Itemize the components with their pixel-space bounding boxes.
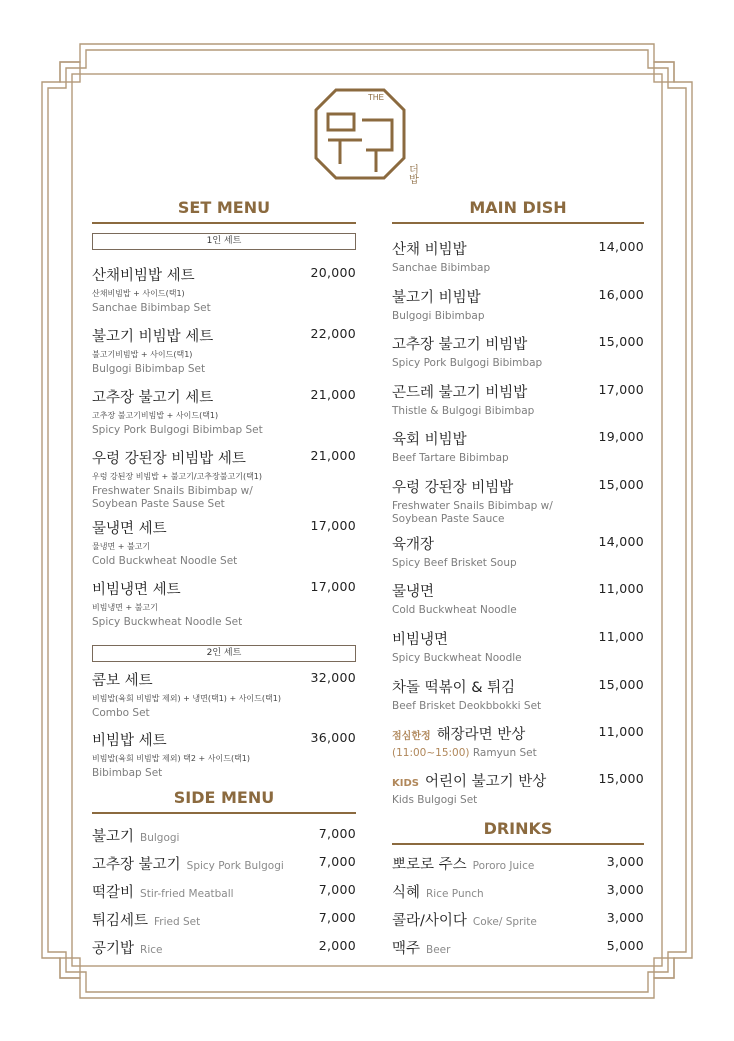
item-name: 산채비빔밥 세트 bbox=[92, 268, 195, 284]
item-name: 비빔냉면 bbox=[392, 632, 449, 648]
set-menu-item bbox=[92, 669, 356, 720]
item-english: Bulgogi bbox=[140, 832, 180, 844]
item-price: 17,000 bbox=[310, 579, 356, 594]
main-dish-item bbox=[392, 476, 644, 525]
item-name: 튀김세트 bbox=[92, 913, 149, 929]
item-name: 고추장 불고기 비빔밥 bbox=[392, 337, 528, 353]
item-name: 불고기 bbox=[92, 829, 135, 845]
set-menu-heading: SET MENU bbox=[92, 198, 356, 224]
set-menu-item bbox=[92, 325, 356, 376]
item-price: 7,000 bbox=[318, 910, 356, 925]
item-english: Fried Set bbox=[154, 916, 201, 928]
item-name: 비빔냉면 세트 bbox=[92, 582, 181, 598]
side-menu-heading: SIDE MENU bbox=[92, 788, 356, 814]
main-dish-item bbox=[392, 676, 644, 713]
item-price: 11,000 bbox=[598, 629, 644, 644]
item-name: 맥주 bbox=[392, 941, 421, 957]
main-dish-item bbox=[392, 628, 644, 665]
item-price: 16,000 bbox=[598, 287, 644, 302]
item-name: 불고기 비빔밥 세트 bbox=[92, 329, 214, 345]
item-price: 32,000 bbox=[310, 670, 356, 685]
lunch-hours: (11:00~15:00) bbox=[392, 747, 470, 759]
item-name: 육개장 bbox=[392, 537, 435, 553]
set-menu-item bbox=[92, 729, 356, 780]
item-price: 22,000 bbox=[310, 326, 356, 341]
main-dish-item bbox=[392, 533, 644, 570]
item-name: 식혜 bbox=[392, 885, 421, 901]
main-dish-item bbox=[392, 333, 644, 370]
set-menu-item bbox=[92, 578, 356, 629]
item-english: Combo Set bbox=[92, 707, 150, 719]
main-dish-item bbox=[392, 238, 644, 275]
double-set-label: 2인 세트 bbox=[92, 645, 356, 662]
side-menu-item bbox=[92, 881, 356, 902]
item-english: Spicy Pork Bulgogi Bibimbap bbox=[392, 357, 543, 369]
item-price: 15,000 bbox=[598, 771, 644, 786]
item-name: 육회 비빔밥 bbox=[392, 432, 467, 448]
item-english: Bulgogi Bibimbap bbox=[392, 310, 485, 322]
item-price: 7,000 bbox=[318, 882, 356, 897]
item-price: 15,000 bbox=[598, 334, 644, 349]
item-desc: 물냉면 + 불고기 bbox=[92, 542, 151, 551]
set-menu-item bbox=[92, 447, 356, 510]
drink-item bbox=[392, 853, 644, 874]
item-english: Cold Buckwheat Noodle bbox=[392, 604, 517, 616]
item-english: Pororo Juice bbox=[472, 860, 535, 872]
item-english: Beef Tartare Bibimbap bbox=[392, 452, 509, 464]
item-price: 3,000 bbox=[606, 910, 644, 925]
item-name: 뽀로로 주스 bbox=[392, 857, 467, 873]
kids-tag: KIDS bbox=[392, 778, 419, 789]
item-english: Sanchae Bibimbap Set bbox=[92, 302, 211, 314]
set-menu-item bbox=[92, 386, 356, 437]
item-english: Spicy Beef Brisket Soup bbox=[392, 557, 517, 569]
item-name: 콤보 세트 bbox=[92, 673, 153, 689]
item-desc: 비빔밥(육회 비빔밥 제외) 택2 + 사이드(택1) bbox=[92, 754, 251, 763]
item-english-line2: Soybean Paste Sause Set bbox=[92, 497, 225, 510]
main-dish-item bbox=[392, 723, 644, 760]
logo-side-text: 더밥 bbox=[406, 164, 418, 184]
item-english: Kids Bulgogi Set bbox=[392, 794, 478, 806]
item-english: Bulgogi Bibimbap Set bbox=[92, 363, 206, 375]
drinks-heading: DRINKS bbox=[392, 819, 644, 845]
item-english: Cold Buckwheat Noodle Set bbox=[92, 555, 238, 567]
item-english: Spicy Pork Bulgogi Bibimbap Set bbox=[92, 424, 263, 436]
item-english: Sanchae Bibimbap bbox=[392, 262, 491, 274]
main-dish-item bbox=[392, 286, 644, 323]
item-price: 15,000 bbox=[598, 477, 644, 492]
item-english: Bibimbap Set bbox=[92, 767, 163, 779]
lunch-only-tag: 점심한정 bbox=[392, 731, 431, 742]
item-name: 공기밥 bbox=[92, 941, 135, 957]
item-english: Rice Punch bbox=[426, 888, 484, 900]
item-price: 5,000 bbox=[606, 938, 644, 953]
restaurant-logo bbox=[306, 84, 430, 188]
item-english: Stir-fried Meatball bbox=[140, 888, 234, 900]
item-price: 21,000 bbox=[310, 448, 356, 463]
set-menu-item bbox=[92, 517, 356, 568]
item-english: Freshwater Snails Bibimbap w/ bbox=[92, 485, 253, 497]
item-name: 물냉면 bbox=[392, 584, 435, 600]
item-english: Freshwater Snails Bibimbap w/ bbox=[392, 500, 553, 512]
item-price: 15,000 bbox=[598, 677, 644, 692]
item-desc: 비빔냉면 + 불고기 bbox=[92, 603, 158, 612]
item-name: 불고기 비빔밥 bbox=[392, 290, 481, 306]
item-price: 17,000 bbox=[598, 382, 644, 397]
set-menu-item bbox=[92, 264, 356, 315]
item-price: 19,000 bbox=[598, 429, 644, 444]
side-menu-item bbox=[92, 937, 356, 958]
item-price: 11,000 bbox=[598, 581, 644, 596]
item-english: Spicy Buckwheat Noodle bbox=[392, 652, 522, 664]
item-name: 우렁 강된장 비빔밥 세트 bbox=[92, 451, 246, 467]
item-price: 11,000 bbox=[598, 724, 644, 739]
item-name: 물냉면 세트 bbox=[92, 521, 167, 537]
drink-item bbox=[392, 881, 644, 902]
item-price: 7,000 bbox=[318, 854, 356, 869]
item-english: Ramyun Set bbox=[472, 747, 537, 759]
item-name: 비빔밥 세트 bbox=[92, 733, 167, 749]
item-price: 7,000 bbox=[318, 826, 356, 841]
item-name: 산채 비빔밥 bbox=[392, 242, 467, 258]
item-english: Thistle & Bulgogi Bibimbap bbox=[392, 405, 535, 417]
item-price: 3,000 bbox=[606, 882, 644, 897]
logo-the-text: THE bbox=[368, 93, 384, 102]
main-dish-item bbox=[392, 770, 644, 807]
main-dish-heading: MAIN DISH bbox=[392, 198, 644, 224]
item-name: 떡갈비 bbox=[92, 885, 135, 901]
item-desc: 비빔밥(육회 비빔밥 제외) + 냉면(택1) + 사이드(택1) bbox=[92, 694, 281, 703]
item-desc: 불고기비빔밥 + 사이드(택1) bbox=[92, 350, 193, 359]
item-name: 곤드레 불고기 비빔밥 bbox=[392, 385, 528, 401]
item-price: 2,000 bbox=[318, 938, 356, 953]
item-english: Beer bbox=[426, 944, 451, 956]
item-name: 우렁 강된장 비빔밥 bbox=[392, 480, 514, 496]
item-english: Coke/ Sprite bbox=[472, 916, 537, 928]
main-dish-item bbox=[392, 428, 644, 465]
item-desc: 고추장 불고기비빔밥 + 사이드(택1) bbox=[92, 411, 219, 420]
item-price: 3,000 bbox=[606, 854, 644, 869]
item-price: 21,000 bbox=[310, 387, 356, 402]
side-menu-item bbox=[92, 825, 356, 846]
side-menu-item bbox=[92, 909, 356, 930]
item-name: 해장라면 반상 bbox=[436, 727, 526, 743]
item-english: Rice bbox=[140, 944, 163, 956]
item-price: 36,000 bbox=[310, 730, 356, 745]
item-english-line2: Soybean Paste Sauce bbox=[392, 512, 505, 525]
item-english: Spicy Buckwheat Noodle Set bbox=[92, 616, 243, 628]
side-menu-item bbox=[92, 853, 356, 874]
main-dish-item bbox=[392, 580, 644, 617]
item-name: 고추장 불고기 bbox=[92, 857, 181, 873]
item-english: Beef Brisket Deokbbokki Set bbox=[392, 700, 542, 712]
item-name: 차돌 떡볶이 & 튀김 bbox=[392, 680, 516, 696]
drink-item bbox=[392, 937, 644, 958]
item-price: 17,000 bbox=[310, 518, 356, 533]
item-name: 어린이 불고기 반상 bbox=[424, 774, 547, 790]
item-desc: 우렁 강된장 비빔밥 + 불고기/고추장불고기(택1) bbox=[92, 472, 263, 481]
item-desc: 산채비빔밥 + 사이드(택1) bbox=[92, 289, 185, 298]
item-name: 고추장 불고기 세트 bbox=[92, 390, 214, 406]
item-price: 14,000 bbox=[598, 534, 644, 549]
item-price: 20,000 bbox=[310, 265, 356, 280]
item-price: 14,000 bbox=[598, 239, 644, 254]
main-dish-item bbox=[392, 381, 644, 418]
single-set-label: 1인 세트 bbox=[92, 233, 356, 250]
item-english: Spicy Pork Bulgogi bbox=[186, 860, 284, 872]
item-name: 콜라/사이다 bbox=[392, 913, 467, 929]
drink-item bbox=[392, 909, 644, 930]
